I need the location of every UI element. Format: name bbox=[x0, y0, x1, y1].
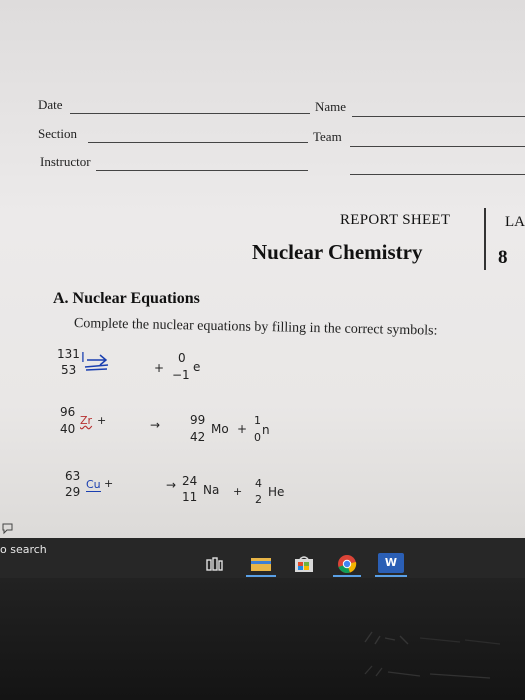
explorer-active-indicator bbox=[246, 575, 276, 577]
eq3-helium-mass: 4 bbox=[255, 477, 262, 490]
eq3-helium-symbol: He bbox=[268, 485, 285, 499]
eq3-plus-2: + bbox=[233, 485, 243, 498]
eq3-helium-atomic: 2 bbox=[255, 493, 262, 506]
eq3-symbol: Cu bbox=[86, 478, 101, 491]
instructor-line bbox=[96, 170, 308, 171]
section-line bbox=[88, 142, 308, 143]
team-line bbox=[350, 146, 525, 147]
file-explorer-icon[interactable] bbox=[250, 556, 272, 572]
chrome-active-indicator bbox=[333, 575, 361, 577]
word-icon-letter: W bbox=[384, 556, 398, 569]
instructor-line-right bbox=[350, 174, 525, 175]
eq1-product-atomic: −1 bbox=[172, 368, 190, 382]
store-icon[interactable] bbox=[294, 555, 314, 573]
eq1-product-mass: 0 bbox=[178, 351, 186, 365]
eq1-product-symbol: e bbox=[193, 360, 201, 374]
date-line bbox=[70, 113, 310, 114]
taskbar-search-box[interactable]: o search bbox=[0, 543, 47, 556]
lab-number: 8 bbox=[498, 247, 508, 268]
section-a-heading: A. Nuclear Equations bbox=[53, 290, 200, 307]
monitor-bezel bbox=[0, 578, 525, 700]
eq3-atomic-number: 29 bbox=[65, 485, 81, 499]
date-label: Date bbox=[38, 97, 63, 112]
eq3-product-symbol: Na bbox=[203, 483, 220, 497]
instructor-label: Instructor bbox=[40, 154, 91, 169]
name-label: Name bbox=[315, 99, 347, 114]
word-active-indicator bbox=[375, 575, 407, 577]
word-icon[interactable] bbox=[378, 553, 404, 573]
title-divider bbox=[484, 208, 486, 270]
eq3-mass-number: 63 bbox=[65, 469, 81, 483]
eq2-product-mass: 99 bbox=[190, 413, 206, 427]
task-view-icon[interactable] bbox=[206, 557, 224, 573]
eq2-atomic-number: 40 bbox=[60, 422, 76, 436]
eq2-neutron-mass: 1 bbox=[254, 414, 261, 427]
eq2-arrow: → bbox=[150, 418, 161, 432]
section-label: Section bbox=[38, 126, 77, 141]
eq2-neutron-atomic: 0 bbox=[254, 431, 261, 444]
eq3-arrow: → bbox=[166, 478, 177, 492]
report-title: Nuclear Chemistry bbox=[252, 240, 423, 264]
name-line bbox=[352, 116, 525, 117]
eq1-plus: + bbox=[154, 361, 165, 375]
report-sheet-label: REPORT SHEET bbox=[340, 212, 451, 228]
eq1-handwritten-arrow bbox=[84, 350, 110, 372]
eq2-neutron-symbol: n bbox=[262, 423, 270, 437]
chrome-icon[interactable] bbox=[337, 554, 357, 574]
section-a-instruction: Complete the nuclear equations by filling in the correct symbols: bbox=[73, 316, 438, 339]
eq2-product-atomic: 42 bbox=[190, 430, 206, 444]
windows-taskbar bbox=[0, 538, 525, 578]
team-label: Team bbox=[313, 129, 342, 144]
eq2-symbol: Zr bbox=[80, 414, 93, 427]
eq2-mass-number: 96 bbox=[60, 405, 76, 419]
eq3-product-mass: 24 bbox=[182, 474, 198, 488]
eq3-product-atomic: 11 bbox=[182, 490, 198, 504]
reflection-scribbles bbox=[360, 628, 520, 698]
lab-label: LA bbox=[505, 214, 525, 230]
eq2-product-symbol: Mo bbox=[211, 422, 229, 436]
eq1-handwritten-symbol: I bbox=[81, 351, 85, 366]
eq2-plus-2: + bbox=[237, 422, 248, 436]
eq1-atomic-number: 53 bbox=[61, 363, 77, 377]
eq3-plus-1: + bbox=[104, 477, 114, 490]
eq2-plus-1: + bbox=[97, 414, 107, 427]
eq1-mass-number: 131 bbox=[57, 347, 80, 361]
feedback-icon[interactable] bbox=[2, 523, 14, 535]
